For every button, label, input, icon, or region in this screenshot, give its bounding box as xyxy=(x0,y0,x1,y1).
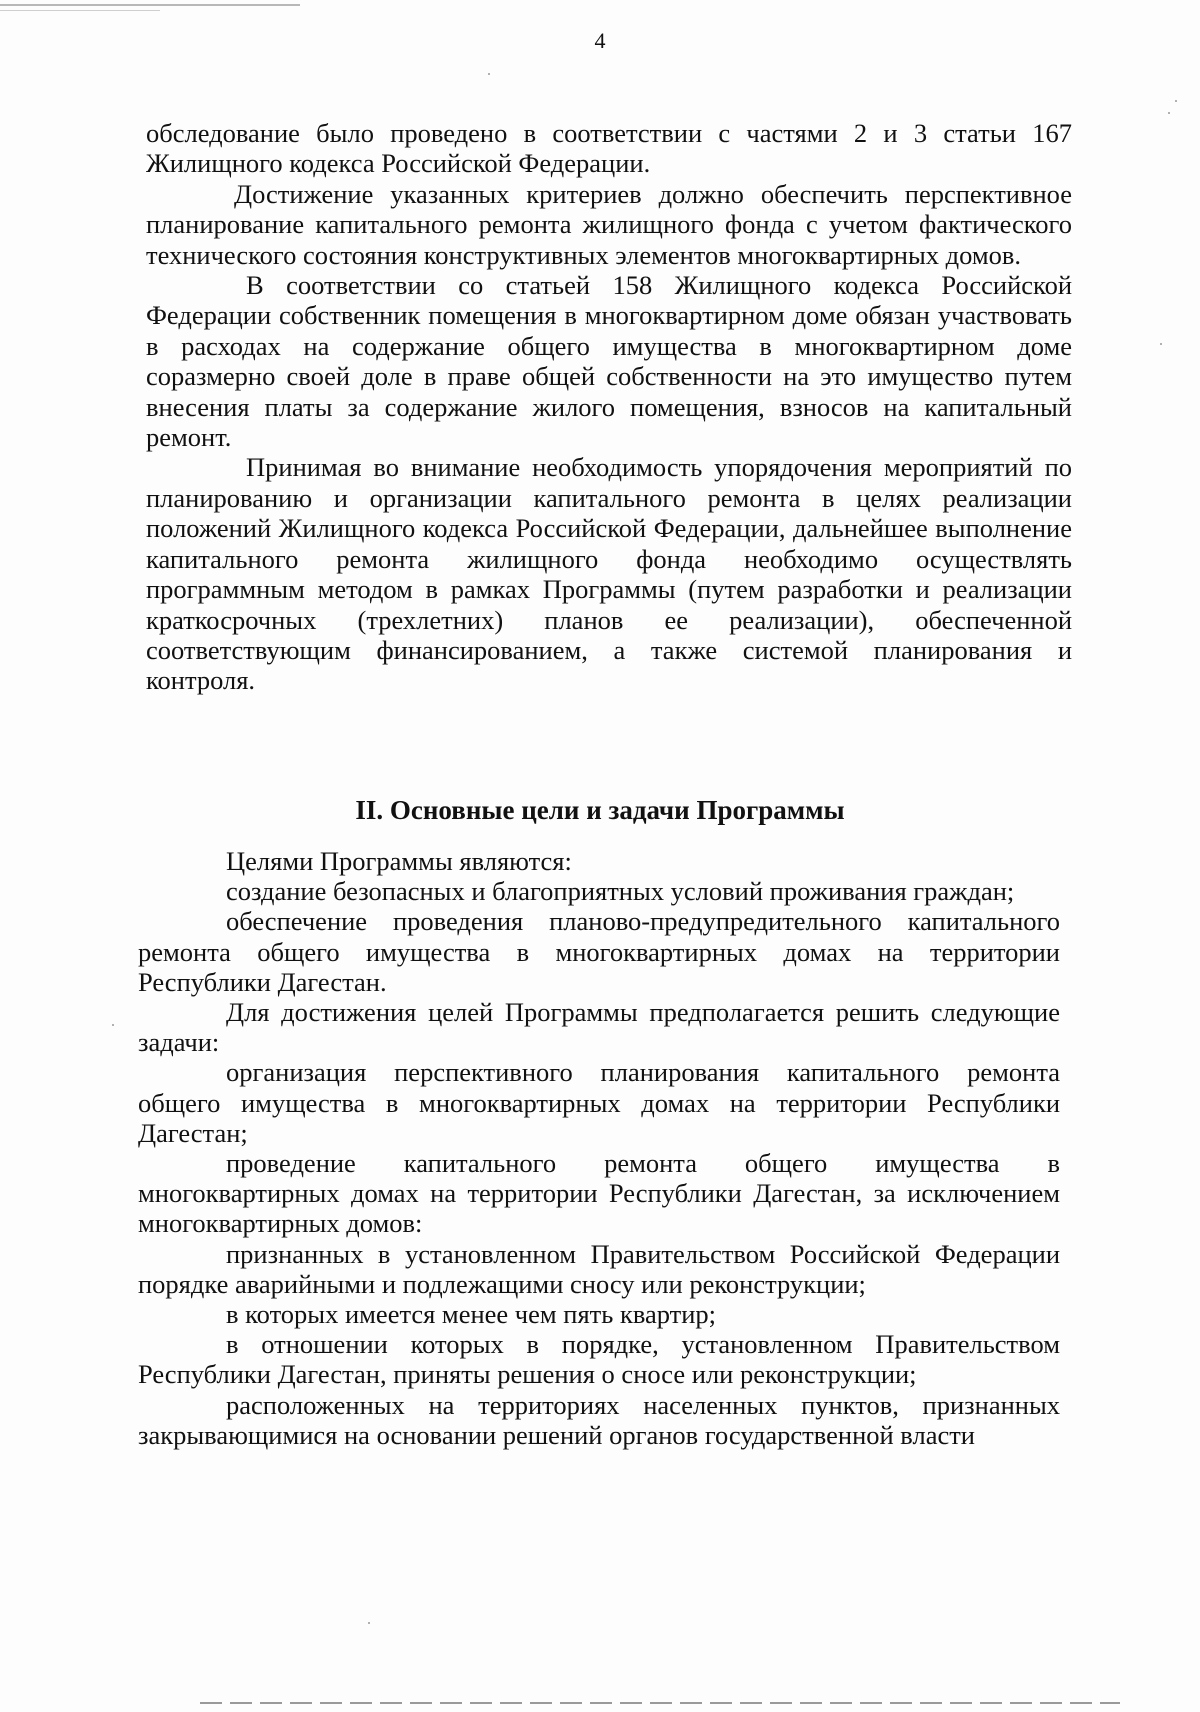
list-item: проведение капитального ремонта общего имущества в многоквартирных домах на территории Республики Дагестан, за исключением многоквартирных домов: xyxy=(138,1148,1060,1239)
scan-speck xyxy=(488,73,490,75)
list-item: признанных в установленном Правительством Российской Федерации порядке аварийными и подлежащими сносу или реконструкции; xyxy=(138,1238,1060,1299)
list-item: в которых имеется менее чем пять квартир; xyxy=(226,1299,717,1330)
paragraph: обследование было проведено в соответствии с частями 2 и 3 статьи 167 Жилищного кодекса Российской Федерации. xyxy=(146,118,1072,179)
paragraph: Принимая во внимание необходимость упорядочения мероприятий по планированию и организации капитального ремонта в целях реализации положений Жилищного кодекса Российской Федерации, дальнейшее выполнение капитального ремонта жилищного фонда необходимо осуществлять программным методом в рамках Программы (путем разработки и реализации краткосрочных (трехлетних) планов ее реализации), обеспеченной соответствующим финансированием, а также системой планирования и контроля. xyxy=(146,452,1072,696)
list-item: организация перспективного планирования капитального ремонта общего имущества в многоквартирных домах на территории Республики Дагестан; xyxy=(138,1057,1060,1148)
scan-speck xyxy=(368,1622,370,1624)
scan-speck xyxy=(1175,100,1177,102)
list-item: в отношении которых в порядке, установленном Правительством Республики Дагестан, приняты решения о сносе или реконструкции; xyxy=(138,1329,1060,1390)
scan-edge-line xyxy=(0,4,300,6)
body-text-top xyxy=(146,118,1072,696)
scan-speck xyxy=(1160,343,1162,345)
paragraph: Для достижения целей Программы предполагается решить следующие задачи: xyxy=(138,997,1060,1058)
paragraph: Целями Программы являются: xyxy=(226,846,572,876)
scan-speck xyxy=(1168,112,1170,114)
paragraph: В соответствии со статьей 158 Жилищного кодекса Российской Федерации собственник помещения в многоквартирном доме обязан участвовать в расходах на содержание общего имущества в многоквартирном доме соразмерно своей доле в праве общей собственности на это имущество путем внесения платы за содержание жилого помещения, взносов на капитальный ремонт. xyxy=(146,270,1072,453)
section-heading: II. Основные цели и задачи Программы xyxy=(355,795,845,825)
scan-edge-line xyxy=(0,10,160,11)
body-text-bottom xyxy=(138,846,1060,1450)
scan-speck xyxy=(112,1024,114,1026)
list-item: расположенных на территориях населенных пунктов, признанных закрывающимися на основании решений органов государственной власти xyxy=(138,1389,1060,1450)
paragraph: Достижение указанных критериев должно обеспечить перспективное планирование капитального ремонта жилищного фонда с учетом фактического технического состояния конструктивных элементов многоквартирных домов. xyxy=(146,178,1072,270)
list-item: создание безопасных и благоприятных условий проживания граждан; xyxy=(226,876,1015,907)
page-number: 4 xyxy=(594,28,606,53)
scan-edge-line xyxy=(200,1702,1120,1704)
list-item: обеспечение проведения планово-предупредительного капитального ремонта общего имущества в многоквартирных домах на территории Республики Дагестан. xyxy=(138,906,1060,997)
